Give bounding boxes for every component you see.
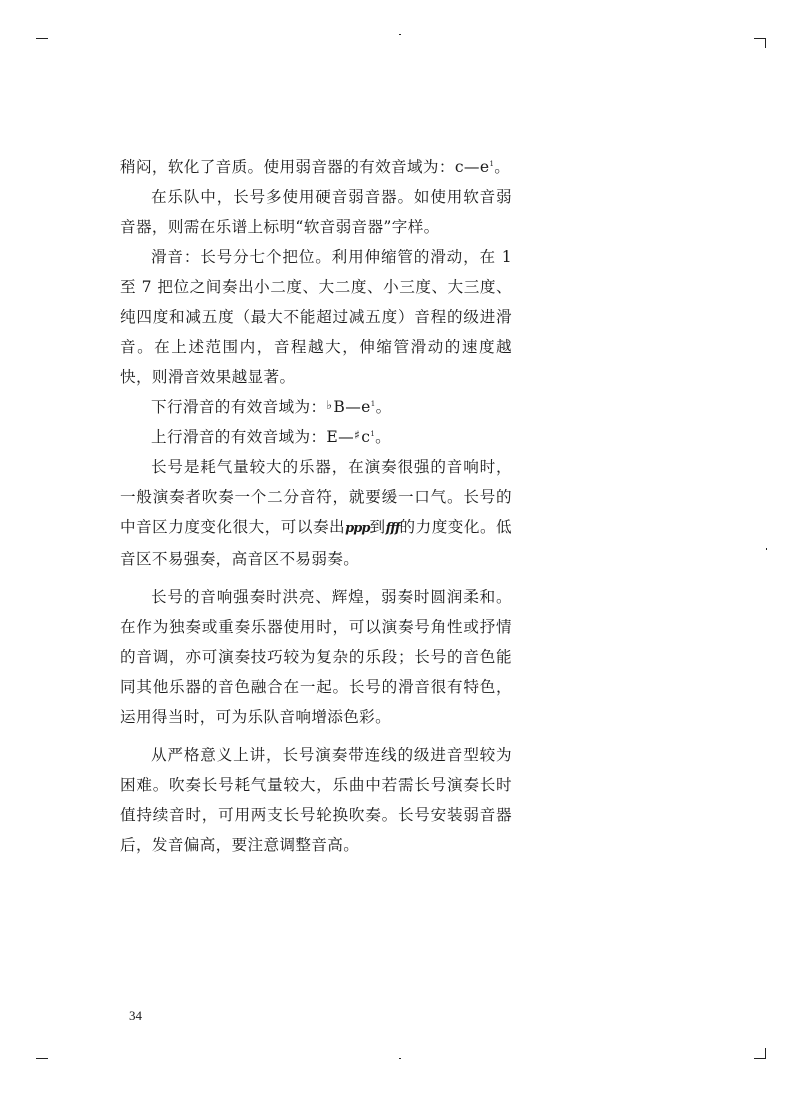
crop-mark-bottom-left xyxy=(36,1058,48,1059)
crop-mark-bottom-center xyxy=(399,1058,401,1059)
paragraph-7: 长号的音响强奏时洪亮、辉煌，弱奏时圆润柔和。在作为独奏或重奏乐器使用时，可以演奏号角性或抒情的音调，亦可演奏技巧较为复杂的乐段；长号的音色能同其他乐器的音色融合在一起。长号的滑音很有特色，运用得当时，可为乐队音响增添色彩。 xyxy=(120,588,512,726)
crop-mark-bottom-right-v xyxy=(765,1048,766,1058)
paragraph-5: 上行滑音的有效音域为：$E—♯c^1$。 xyxy=(151,428,392,446)
crop-mark-right-center xyxy=(766,548,767,550)
sharp-sign: ♯ xyxy=(354,428,361,442)
crop-mark-top-right-v xyxy=(765,38,766,48)
page-number: 34 xyxy=(129,1008,142,1023)
crop-mark-top-center xyxy=(399,34,401,35)
paragraph-1: 稍闷，软化了音质。使用弱音器的有效音域为：$c—e^1$。 xyxy=(120,158,511,176)
paragraph-4: 下行滑音的有效音域为：$♭B—e^1$。 xyxy=(151,398,392,416)
paragraph-3: 滑音：长号分七个把位。利用伸缩管的滑动，在 1 至 7 把位之间奏出小二度、大二度、小三度、大三度、纯四度和减五度（最大不能超过减五度）音程的级进滑音。在上述范围内，音程越大，伸缩管滑动的速度越快，则滑音效果越显著。 xyxy=(120,248,512,386)
crop-mark-bottom-right-h xyxy=(754,1058,766,1059)
paragraph-2: 在乐队中，长号多使用硬音弱音器。如使用软音弱音器，则需在乐谱上标明“软音弱音器”字样。 xyxy=(120,188,512,236)
dynamic-ppp: ppp xyxy=(345,521,370,536)
dynamic-fff: fff xyxy=(385,521,400,536)
paragraph-8: 从严格意义上讲，长号演奏带连线的级进音型较为困难。吹奏长号耗气量较大，乐曲中若需长号演奏长时值持续音时，可用两支长号轮换吹奏。长号安装弱音器后，发音偏高，要注意调整音高。 xyxy=(120,746,512,854)
paragraph-6: 长号是耗气量较大的乐器，在演奏很强的音响时，一般演奏者吹奏一个二分音符，就要缓一口气。长号的中音区力度变化很大，可以奏出ppp到fff的力度变化。低音区不易强奏，高音区不易弱奏。 xyxy=(120,458,512,568)
flat-sign: ♭ xyxy=(326,398,333,412)
crop-mark-top-left xyxy=(36,38,48,39)
body-text xyxy=(120,152,512,860)
